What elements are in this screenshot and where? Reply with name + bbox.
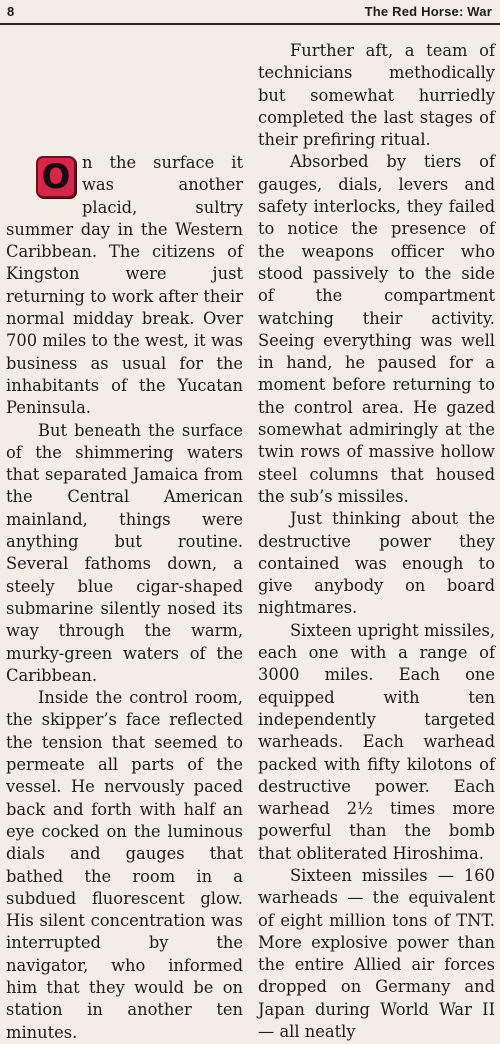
drop-cap: O (36, 156, 76, 198)
paragraph: Sixteen upright missiles, each one with a range of 3000 miles. Each one equipped with ten independently targeted warheads. Each warhead packed with fifty kilotons of destructive power. Each warhead 2½ times more powerful than the bomb that obliterated Hiroshima. (258, 620, 495, 863)
running-header (0, 0, 500, 25)
paragraph-text: n the surface it was another placid, sultry summer day in the Western Caribbean. The citizens of Kingston were just returning to work after their normal midday break. Over 700 miles to the west, it was business as usual for the inhabitants of the Yucatan Peninsula. (6, 153, 243, 418)
paragraph-opening (6, 152, 243, 420)
left-column (6, 152, 243, 1044)
paragraph: Just thinking about the destructive power they contained was enough to give anybody on board nightmares. (258, 509, 495, 618)
paragraph: Absorbed by tiers of gauges, dials, levers and safety interlocks, they failed to notice the presence of the weapons officer who stood passively to the side of the compartment watching their activity. Seeing everything was well in hand, he paused for a moment before returning to the control area. He gazed somewhat admiringly at the twin rows of massive hollow steel columns that housed the sub’s missiles. (258, 152, 495, 506)
paragraph: Inside the control room, the skipper’s face reflected the tension that seemed to permeate all parts of the vessel. He nervously paced back and forth with half an eye cocked on the luminous dials and gauges that bathed the room in a subdued fluorescent glow. His silent concentration was interrupted by the navigator, who informed him that they would be on station in another ten minutes. (6, 688, 243, 1042)
paragraph: But beneath the surface of the shimmering waters that separated Jamaica from the Central American mainland, things were anything but routine. Several fathoms down, a steely blue cigar-shaped submarine silently nosed its way through the warm, murky-green waters of the Caribbean. (6, 420, 243, 685)
paragraph: Further aft, a team of technicians methodically but somewhat hurriedly completed the last stages of their prefiring ritual. (258, 41, 495, 150)
running-title: The Red Horse: War (364, 4, 492, 19)
right-column (258, 40, 495, 1043)
page-number: 8 (7, 4, 15, 19)
paragraph: Sixteen missiles — 160 warheads — the equivalent of eight million tons of TNT. More explosive power than the entire Allied air forces dropped on Germany and Japan during World War II — all neatly (258, 865, 495, 1042)
